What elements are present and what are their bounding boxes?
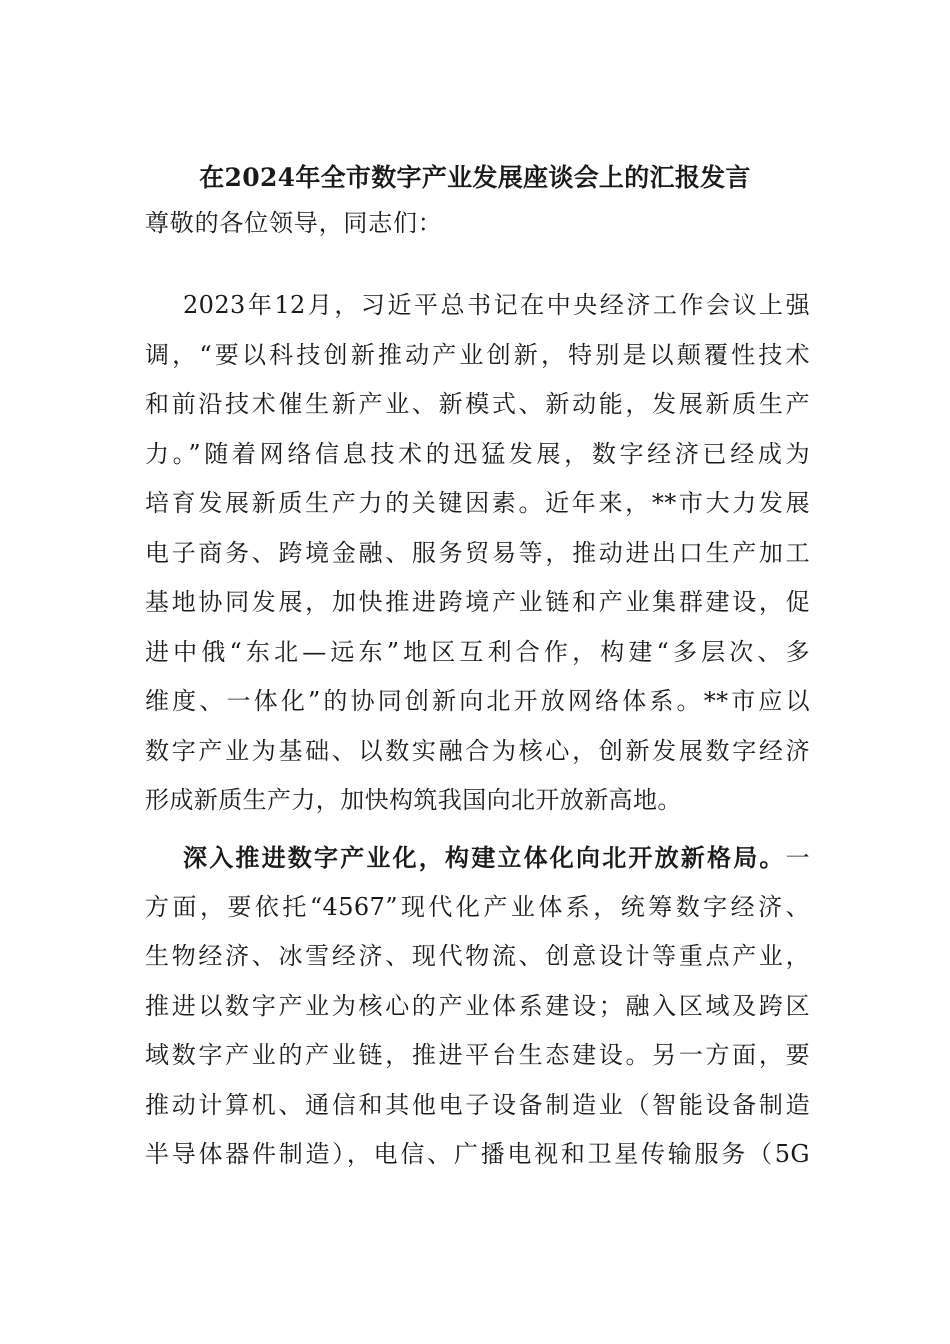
- paragraph-line: 调，“要以科技创新推动产业创新，特别是以颠覆性技术: [145, 340, 810, 369]
- paragraph-line: 推进以数字产业为核心的产业体系建设；融入区域及跨区: [145, 991, 810, 1020]
- paragraph-line: 形成新质生产力，加快构筑我国向北开放新高地。: [145, 786, 682, 814]
- paragraph-intro: [145, 281, 810, 826]
- document-title: 在2024年全市数字产业发展座谈会上的汇报发言: [199, 163, 751, 192]
- paragraph-line: 基地协同发展，加快推进跨境产业链和产业集群建设，促: [145, 588, 810, 616]
- paragraph-line: 进中俄“东北—远东”地区互利合作，构建“多层次、多: [145, 637, 810, 666]
- paragraph-line: 方面，要依托“4567”现代化产业体系，统筹数字经济、: [145, 892, 810, 921]
- paragraph-line: 培育发展新质生产力的关键因素。近年来，**市大力发展: [145, 489, 810, 517]
- paragraph-line: 维度、一体化”的协同创新向北开放网络体系。**市应以: [145, 687, 810, 715]
- paragraph-digital-industrialization: [145, 833, 810, 1180]
- paragraph-line: 域数字产业的产业链，推进平台生态建设。另一方面，要: [145, 1041, 810, 1069]
- paragraph-line: 推动计算机、通信和其他电子设备制造业（智能设备制造: [145, 1090, 810, 1119]
- paragraph-line: 半导体器件制造），电信、广播电视和卫星传输服务（5G: [145, 1140, 810, 1168]
- paragraph-line: 电子商务、跨境金融、服务贸易等，推动进出口生产加工: [145, 538, 810, 567]
- paragraph-line: 力。”随着网络信息技术的迅猛发展，数字经济已经成为: [145, 439, 810, 468]
- paragraph-line: 数字产业为基础、以数实融合为核心，创新发展数字经济: [145, 736, 810, 765]
- paragraph-line: 生物经济、冰雪经济、现代物流、创意设计等重点产业，: [145, 942, 810, 970]
- paragraph-text: 一: [785, 844, 810, 872]
- paragraph-lead-line: [145, 833, 810, 883]
- paragraph-line: 2023年12月，习近平总书记在中央经济工作会议上强: [183, 291, 810, 319]
- salutation: 尊敬的各位领导，同志们：: [145, 209, 443, 237]
- section-heading-inline: 深入推进数字产业化，构建立体化向北开放新格局。: [183, 843, 786, 872]
- paragraph-line: 和前沿技术催生新产业、新模式、新动能，发展新质生产: [145, 390, 810, 418]
